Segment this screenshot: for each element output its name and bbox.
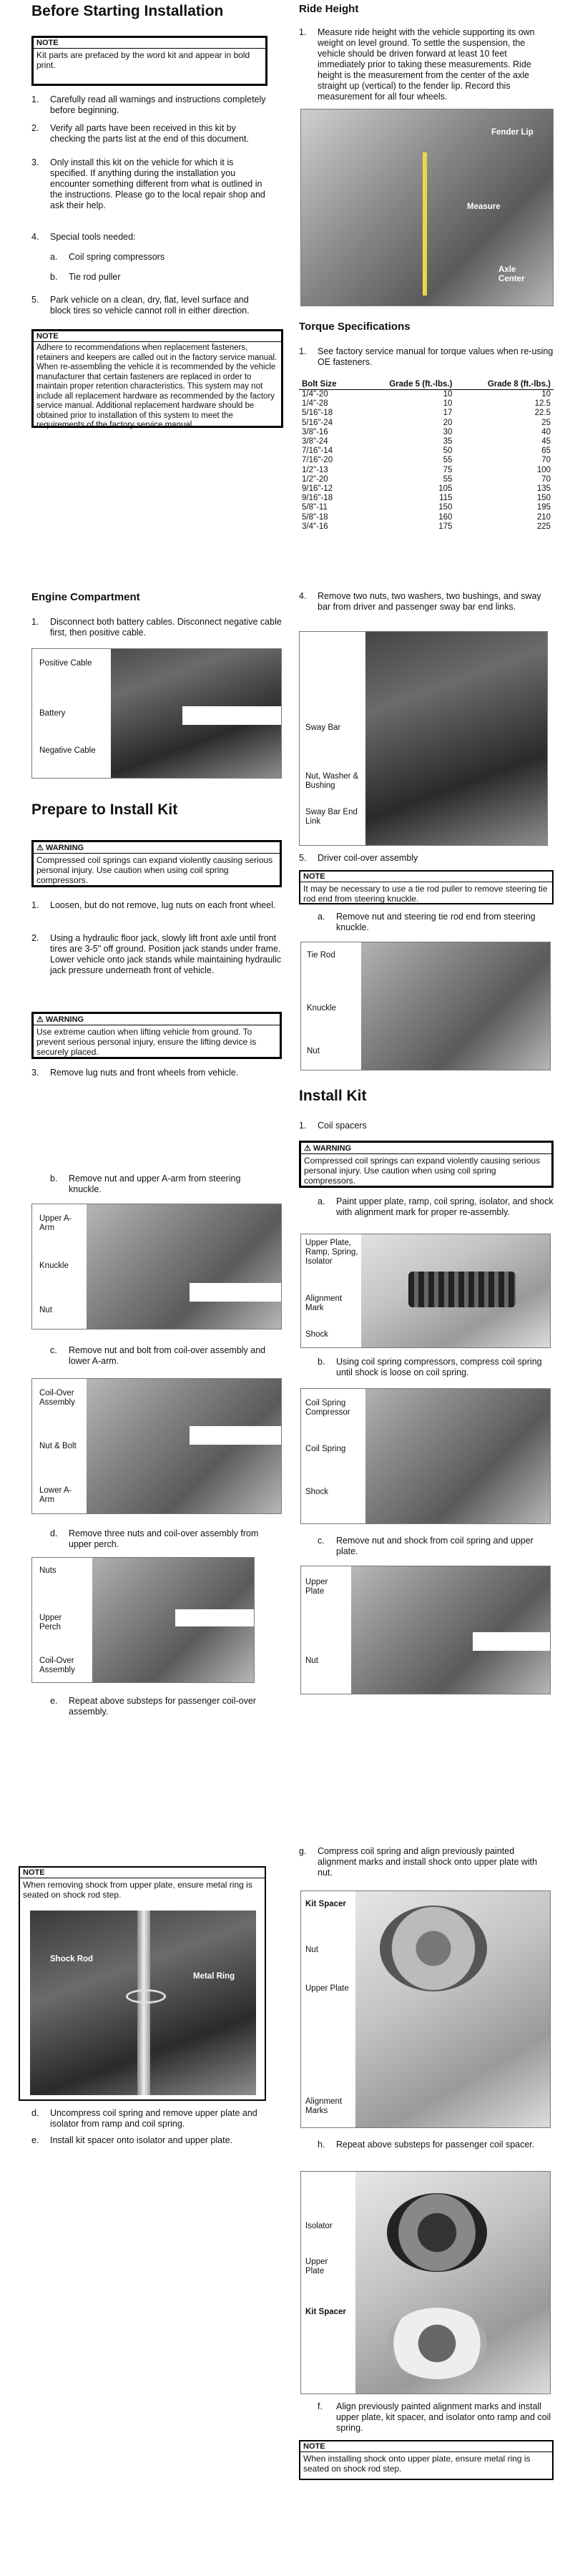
label-knuckle: Knuckle <box>39 1262 69 1270</box>
label-knuckle: Knuckle <box>307 1004 336 1013</box>
label-positive-cable: Positive Cable <box>39 659 92 668</box>
torque-row <box>299 390 554 400</box>
step-text: Measure ride height with the vehicle supporting its own weight on level ground. To settle the suspension, the vehicle should be driven forward at least 10 feet immediately prior to taking these measurements. Ride height is the measurement from the center of the axle straight up (vertical) to the fender lip. Record this measurement for all four wheels. <box>318 27 535 102</box>
isolator-shape <box>387 2193 487 2272</box>
label-measure: Measure <box>467 203 501 211</box>
tape-measure-shape <box>423 152 427 296</box>
step-text: Uncompress coil spring and remove upper plate and isolator from ramp and coil spring. <box>50 2108 257 2129</box>
bolt-size-cell: 1/4"-28 <box>302 399 328 409</box>
step-text: Loosen, but do not remove, lug nuts on each front wheel. <box>50 900 276 910</box>
label-lower-a-arm: Lower A-Arm <box>39 1486 72 1504</box>
grade-5-cell: 10 <box>443 399 453 409</box>
torque-row <box>299 484 554 494</box>
note-fasteners <box>31 329 283 428</box>
note-header: NOTE <box>34 38 265 49</box>
grade-5-cell: 17 <box>443 409 453 418</box>
label-alignment-marks: Alignment Marks <box>305 2097 343 2115</box>
step-text: Remove nut and upper A-arm from steering knuckle. <box>69 1174 241 1194</box>
substep-e: e. Repeat above substeps for passenger coil-over assembly. <box>50 1696 265 1717</box>
warning-coil-springs <box>31 840 282 887</box>
note-tie-rod-puller <box>299 870 554 904</box>
grade-5-cell: 55 <box>443 456 453 465</box>
warning-header: ⚠ WARNING <box>34 1014 280 1025</box>
step-text: Align previously painted alignment marks and install upper plate, kit spacer, and isolator onto ramp and coil spring. <box>336 2401 551 2433</box>
bolt-size-cell: 3/4"-16 <box>302 522 328 531</box>
step-text: Coil spring compressors <box>69 252 165 262</box>
section-engine-compartment: Engine Compartment <box>31 591 140 603</box>
step-4a: a. Coil spring compressors <box>50 252 265 263</box>
prep-step-1: 1. Loosen, but do not remove, lug nuts on each front wheel. <box>31 900 282 911</box>
grade-8-cell: 12.5 <box>534 399 551 409</box>
grade-5-cell: 10 <box>443 390 453 399</box>
prep-step-3: 3. Remove lug nuts and front wheels from vehicle. <box>31 1068 282 1078</box>
upper-perch-photo <box>31 1557 255 1683</box>
ride-height-photo <box>300 109 554 306</box>
install-substep-h: h. Repeat above substeps for passenger coil spacer. <box>318 2140 554 2150</box>
step-text: Driver coil-over assembly <box>318 853 418 863</box>
install-substep-b: b. Using coil spring compressors, compress coil spring until shock is loose on coil spring. <box>318 1357 554 1378</box>
torque-row <box>299 399 554 409</box>
step-text: Coil spacers <box>318 1121 367 1131</box>
label-axle-center: Axle Center <box>498 265 525 283</box>
torque-row <box>299 494 554 503</box>
step-text: Repeat above substeps for passenger coil spacer. <box>336 2140 535 2150</box>
step-text: Tie rod puller <box>69 272 121 282</box>
step-text: Special tools needed: <box>50 232 136 242</box>
label-upper-plate: Upper Plate <box>305 1578 328 1596</box>
note-body: When removing shock from upper plate, ensure metal ring is seated on shock rod step. <box>23 1880 252 1900</box>
grade-8-cell: 100 <box>536 465 551 474</box>
label-coil-spring: Coil Spring <box>305 1445 346 1453</box>
engine-step-1: 1. Disconnect both battery cables. Disconnect negative cable first, then positive cable. <box>31 617 282 638</box>
bolt-size-cell: 5/8"-18 <box>302 512 328 522</box>
grade-8-cell: 135 <box>536 484 551 494</box>
substep-a-tie-rod: a. Remove nut and steering tie rod end from steering knuckle. <box>318 912 554 933</box>
coil-spring-shape <box>408 1272 516 1307</box>
grade-8-cell: 225 <box>536 522 551 531</box>
note-header: NOTE <box>34 331 281 342</box>
col-grade-5: Grade 5 (ft.-lbs.) <box>357 379 456 390</box>
section-install-kit: Install Kit <box>299 1088 367 1104</box>
substep-c: c. Remove nut and bolt from coil-over assembly and lower A-arm. <box>50 1345 272 1367</box>
label-nut: Nut <box>39 1306 52 1314</box>
ride-step-1: 1. Measure ride height with the vehicle supporting its own weight on level ground. To settle the suspension, the vehicle should be driven forward at least 10 feet immediately prior to taking these measurements. Ride height is the measurement from the center of the axle straight up (vertical) to the fender lip. Record this measurement for all four wheels. <box>299 27 554 102</box>
label-upper-plate: Upper Plate <box>305 2258 328 2275</box>
spacer-isolator-photo <box>300 2171 551 2394</box>
bolt-size-cell: 7/16"-14 <box>302 447 333 456</box>
step-3: 3. Only install this kit on the vehicle for which it is specified. If anything during the installation you encounter something different from what is outlined in the instructions. Please go to the local repair shop and ask their help. <box>31 157 267 211</box>
step-4b: b. Tie rod puller <box>50 272 265 283</box>
note-shock-removal <box>19 1866 266 2101</box>
install-substep-c: c. Remove nut and shock from coil spring and upper plate. <box>318 1536 554 1557</box>
torque-row <box>299 437 554 447</box>
note-body: It may be necessary to use a tie rod puller to remove steering tie rod end from steering knuckle. <box>303 884 548 904</box>
grade-5-cell: 35 <box>443 437 453 447</box>
tie-rod-photo <box>300 942 551 1070</box>
substep-d: d. Remove three nuts and coil-over assembly from upper perch. <box>50 1528 272 1550</box>
bolt-size-cell: 9/16"-18 <box>302 494 333 503</box>
bolt-size-cell: 1/4"-20 <box>302 390 328 399</box>
bolt-size-cell: 5/8"-11 <box>302 503 328 512</box>
label-nut-and-bolt: Nut & Bolt <box>39 1442 77 1450</box>
grade-8-cell: 45 <box>541 437 551 447</box>
label-nut-washer-bushing: Nut, Washer & Bushing <box>305 772 359 790</box>
substep-d-uncompress: d. Uncompress coil spring and remove upper plate and isolator from ramp and coil spring. <box>31 2108 267 2129</box>
metal-ring-shape <box>126 1989 166 2004</box>
grade-8-cell: 25 <box>541 418 551 427</box>
spacer-shape <box>380 1906 487 1991</box>
kit-spacer-shape <box>387 2308 487 2379</box>
step-text: Remove nut and steering tie rod end from steering knuckle. <box>336 912 536 932</box>
grade-5-cell: 50 <box>443 447 453 456</box>
step-text: Remove three nuts and coil-over assembly from upper perch. <box>69 1528 259 1549</box>
section-torque-specs: Torque Specifications <box>299 321 411 333</box>
grade-8-cell: 210 <box>536 512 551 522</box>
label-kit-spacer: Kit Spacer <box>305 1900 346 1908</box>
step-text: Install kit spacer onto isolator and upper plate. <box>50 2135 233 2145</box>
torque-header-row <box>299 379 554 390</box>
warning-body: Use extreme caution when lifting vehicle from ground. To prevent serious personal injury, ensure the lifting device is securely placed. <box>36 1027 257 1057</box>
step-text: See factory service manual for torque values when re-using OE fasteners. <box>318 346 554 367</box>
step-text: Repeat above substeps for passenger coil-over assembly. <box>69 1696 256 1717</box>
torque-table <box>299 379 554 532</box>
step-text: Compress coil spring and align previously painted alignment marks and install shock onto upper plate with nut. <box>318 1846 538 1878</box>
grade-5-cell: 160 <box>438 512 453 522</box>
torque-row <box>299 466 554 475</box>
grade-8-cell: 22.5 <box>534 409 551 418</box>
label-sway-bar: Sway Bar <box>305 723 341 732</box>
install-substep-g: g. Compress coil spring and align previously painted alignment marks and install shock onto upper plate with nut. <box>299 1846 554 1878</box>
col-grade-8: Grade 8 (ft.-lbs.) <box>455 379 554 390</box>
step-text: Remove nut and bolt from coil-over assembly and lower A-arm. <box>69 1345 266 1366</box>
warning-header: ⚠ WARNING <box>301 1143 551 1154</box>
step-text: Verify all parts have been received in this kit by checking the parts list at the end of this document. <box>50 123 249 144</box>
torque-row <box>299 503 554 512</box>
torque-row <box>299 513 554 522</box>
grade-5-cell: 175 <box>438 522 453 531</box>
section-prepare: Prepare to Install Kit <box>31 801 178 818</box>
step-text: Park vehicle on a clean, dry, flat, level surface and block tires so vehicle cannot roll in either direction. <box>50 295 250 316</box>
step-text: Paint upper plate, ramp, coil spring, isolator, and shock with alignment mark for proper re-assembly. <box>336 1196 554 1217</box>
grade-5-cell: 115 <box>439 494 453 503</box>
label-upper-a-arm: Upper A-Arm <box>39 1214 72 1232</box>
prep-step-2: 2. Using a hydraulic floor jack, slowly lift front axle until front tires are 3-5" off ground. Position jack stands under frame. Lower vehicle onto jack stands while maintaining hydraulic jack pressure underneath front of vehicle. <box>31 933 282 975</box>
grade-8-cell: 40 <box>541 427 551 436</box>
torque-step-1: 1. See factory service manual for torque values when re-using OE fasteners. <box>299 346 554 367</box>
grade-8-cell: 195 <box>536 503 551 512</box>
grade-5-cell: 105 <box>438 484 453 494</box>
step-1: 1. Carefully read all warnings and instructions completely before beginning. <box>31 94 267 116</box>
install-substep-a: a. Paint upper plate, ramp, coil spring, isolator, and shock with alignment mark for proper re-assembly. <box>318 1196 554 1217</box>
label-shock: Shock <box>305 1330 328 1339</box>
label-coil-over-assembly: Coil-Over Assembly <box>39 1389 75 1407</box>
install-shock-photo <box>300 1890 551 2128</box>
torque-row <box>299 409 554 418</box>
torque-row <box>299 522 554 532</box>
bolt-size-cell: 1/2"-13 <box>302 465 328 474</box>
label-nut: Nut <box>305 1657 318 1665</box>
warning-body: Compressed coil springs can expand violently causing serious personal injury. Use caution when using coil spring compressors. <box>36 855 273 885</box>
torque-row <box>299 447 554 456</box>
step-4-sway-bar: 4. Remove two nuts, two washers, two bushings, and sway bar from driver and passenger sway bar end links. <box>299 591 554 613</box>
torque-row <box>299 428 554 437</box>
note-header: NOTE <box>300 2441 552 2452</box>
upper-a-arm-photo <box>31 1204 282 1330</box>
grade-5-cell: 150 <box>438 503 453 512</box>
remove-shock-photo <box>300 1566 551 1694</box>
label-shock-rod: Shock Rod <box>50 1955 94 1963</box>
step-text: Carefully read all warnings and instructions completely before beginning. <box>50 94 266 115</box>
step-text: Remove two nuts, two washers, two bushings, and sway bar from driver and passenger sway bar end links. <box>318 591 541 612</box>
step-text: Disconnect both battery cables. Disconnect negative cable first, then positive cable. <box>50 617 282 638</box>
label-tie-rod: Tie Rod <box>307 951 335 960</box>
note-header: NOTE <box>20 1868 265 1878</box>
grade-8-cell: 65 <box>541 447 551 456</box>
label-coil-spring-compressor: Coil Spring Compressor <box>305 1399 350 1417</box>
label-negative-cable: Negative Cable <box>39 746 96 755</box>
label-nuts: Nuts <box>39 1566 56 1575</box>
grade-5-cell: 55 <box>443 474 453 484</box>
note-body: Adhere to recommendations when replacement fasteners, retainers and keepers are called out in the factory service manual. When re-assembling the vehicle it is recommended by the vehicle manufacturer that certain fasteners are replaced in order to maintain proper retention characteristics. This system may not include all replacement hardware as recommended by the factory service manual. Additional replacement hardware should be obtained prior to installation of this system to meet the requirements of the factory service manual. <box>36 343 277 429</box>
bolt-size-cell: 5/16"-18 <box>302 409 333 418</box>
step-text: Only install this kit on the vehicle for which it is specified. If anything during the installation you encounter something different from what is outlined in the instructions. Please go to the local repair shop and ask their help. <box>50 157 265 210</box>
note-body: Kit parts are prefaced by the word kit and appear in bold print. <box>36 50 250 70</box>
label-alignment-mark: Alignment Mark <box>305 1294 343 1312</box>
step-text: Using coil spring compressors, compress coil spring until shock is loose on coil spring. <box>336 1357 542 1377</box>
note-kit-parts <box>31 36 267 86</box>
grade-8-cell: 150 <box>536 494 551 503</box>
label-shock: Shock <box>305 1488 328 1496</box>
label-fender-lip: Fender Lip <box>491 128 534 137</box>
step-4: 4. Special tools needed: <box>31 232 267 243</box>
bolt-size-cell: 5/16"-24 <box>302 418 333 427</box>
label-metal-ring: Metal Ring <box>193 1972 235 1981</box>
note-header: NOTE <box>300 872 552 882</box>
step-text: Remove lug nuts and front wheels from vehicle. <box>50 1068 239 1078</box>
grade-8-cell: 70 <box>541 456 551 465</box>
spring-compressor-photo <box>300 1388 551 1524</box>
bolt-size-cell: 3/8"-16 <box>302 427 328 436</box>
alignment-mark-photo <box>300 1234 551 1348</box>
warning-coil-springs-install <box>299 1141 554 1188</box>
step-text: Remove nut and shock from coil spring and upper plate. <box>336 1536 534 1556</box>
grade-5-cell: 30 <box>443 427 453 436</box>
shock-rod-photo <box>30 1911 256 2095</box>
sway-bar-photo <box>299 631 548 846</box>
battery-photo <box>31 648 282 779</box>
note-shock-install <box>299 2440 554 2480</box>
substep-e-install-spacer: e. Install kit spacer onto isolator and upper plate. <box>31 2135 267 2146</box>
torque-row <box>299 456 554 465</box>
grade-5-cell: 75 <box>443 465 453 474</box>
section-ride-height: Ride Height <box>299 3 359 15</box>
label-upper-perch: Upper Perch <box>39 1614 62 1631</box>
label-battery: Battery <box>39 709 66 718</box>
label-nut: Nut <box>305 1946 318 1954</box>
warning-header: ⚠ WARNING <box>34 842 280 854</box>
bolt-size-cell: 7/16"-20 <box>302 456 333 465</box>
label-upper-plate: Upper Plate <box>305 1984 349 1993</box>
torque-row <box>299 419 554 428</box>
label-sway-bar-end-link: Sway Bar End Link <box>305 808 358 826</box>
step-2: 2. Verify all parts have been received in this kit by checking the parts list at the end of this document. <box>31 123 267 145</box>
bolt-size-cell: 1/2"-20 <box>302 474 328 484</box>
label-kit-spacer: Kit Spacer <box>305 2308 346 2316</box>
torque-row <box>299 475 554 484</box>
coil-over-photo <box>31 1378 282 1514</box>
label-coil-over-assembly: Coil-Over Assembly <box>39 1657 75 1674</box>
note-body: When installing shock onto upper plate, ensure metal ring is seated on shock rod step. <box>303 2454 531 2474</box>
bolt-size-cell: 9/16"-12 <box>302 484 333 494</box>
step-text: Using a hydraulic floor jack, slowly lift front axle until front tires are 3-5" off ground. Position jack stands under frame. Lower vehicle onto jack stands while maintaining hydraulic jack pressure underneath front of vehicle. <box>50 933 282 975</box>
bolt-size-cell: 3/8"-24 <box>302 437 328 447</box>
warning-body: Compressed coil springs can expand violently causing serious personal injury. Use caution when using coil spring compressors. <box>304 1156 541 1186</box>
warning-lifting <box>31 1012 282 1059</box>
install-step-1: 1. Coil spacers <box>299 1121 554 1131</box>
step-5: 5. Park vehicle on a clean, dry, flat, level surface and block tires so vehicle cannot roll in either direction. <box>31 295 267 316</box>
page-title: Before Starting Installation <box>31 3 224 19</box>
substep-b: b. Remove nut and upper A-arm from steering knuckle. <box>50 1174 272 1195</box>
install-substep-f: f. Align previously painted alignment marks and install upper plate, kit spacer, and isolator onto ramp and coil spring. <box>318 2401 554 2434</box>
grade-5-cell: 20 <box>443 418 453 427</box>
label-isolator: Isolator <box>305 2222 333 2230</box>
step-5-driver-coil-over: 5. Driver coil-over assembly <box>299 853 554 864</box>
label-nut: Nut <box>307 1047 320 1055</box>
grade-8-cell: 10 <box>541 390 551 399</box>
label-upper-plate-ramp-spring-isolator: Upper Plate, Ramp, Spring, Isolator <box>305 1239 358 1266</box>
torque-body <box>299 390 554 532</box>
col-bolt-size: Bolt Size <box>299 379 357 390</box>
grade-8-cell: 70 <box>541 474 551 484</box>
